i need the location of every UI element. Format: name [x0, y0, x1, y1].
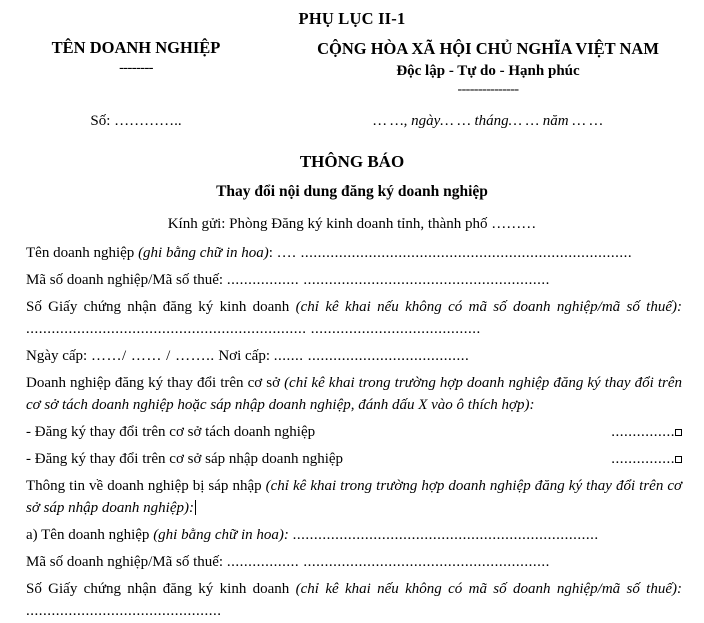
basis-option-merge[interactable] [26, 448, 682, 470]
document-header [0, 39, 704, 99]
basis-option-split-label: - Đăng ký thay đổi trên cơ sở tách doanh nghiệp [26, 424, 316, 441]
document-number: Số: ………….. [90, 112, 182, 129]
document-number-row [0, 113, 704, 130]
document-date-line: … …, ngày… … tháng… … năm … … [373, 112, 603, 129]
merged-field-tax-code-label: Mã số doanh nghiệp/Mã số thuế: [26, 554, 224, 571]
national-motto-divider: --------------- [457, 82, 519, 98]
field-business-certificate-leader[interactable]: .................................................................. ........................................ [26, 320, 481, 337]
field-business-certificate [26, 296, 682, 340]
basis-option-merge-leader: ............... [611, 451, 675, 468]
document-body [0, 242, 704, 623]
field-business-certificate-note: (chỉ kê khai nếu không có mã số doanh nghiệp/mã số thuế) [295, 298, 677, 315]
field-issue-place-leader[interactable]: ....... ...................................... [273, 348, 470, 365]
header-right-column [272, 39, 704, 99]
field-tax-code [26, 269, 682, 291]
merged-field-business-certificate-label: Số Giấy chứng nhận đăng ký kinh doanh [26, 581, 290, 598]
document-subtitle: Thay đổi nội dung đăng ký doanh nghiệp [216, 183, 488, 201]
merged-field-business-certificate [26, 578, 682, 622]
annex-title: PHỤ LỤC II-1 [298, 9, 406, 28]
organization-name-divider: -------- [119, 59, 153, 76]
basis-option-merge-label: - Đăng ký thay đổi trên cơ sở sáp nhập doanh nghiệp [26, 451, 344, 468]
merged-company-intro-label: Thông tin về doanh nghiệp bị sáp nhập [26, 478, 262, 495]
organization-name: TÊN DOANH NGHIỆP [51, 37, 221, 57]
field-issue-date-label: Ngày cấp: [26, 348, 88, 365]
merged-field-enterprise-name-label: a) Tên doanh nghiệp [26, 527, 150, 544]
national-heading: CỘNG HÒA XÃ HỘI CHỦ NGHĨA VIỆT NAM [317, 38, 659, 58]
merged-field-enterprise-name-note: (ghi bằng chữ in hoa): [153, 527, 289, 544]
merged-field-enterprise-name [26, 524, 682, 546]
merged-field-business-certificate-note: (chỉ kê khai nếu không có mã số doanh nghiệp/mã số thuế) [295, 581, 677, 598]
text-cursor [195, 500, 196, 515]
merged-field-business-certificate-leader[interactable]: .............................................. [26, 603, 222, 620]
field-business-certificate-colon: : [677, 298, 682, 315]
field-business-certificate-label: Số Giấy chứng nhận đăng ký kinh doanh [26, 298, 290, 315]
document-recipient: Kính gửi: Phòng Đăng ký kinh doanh tỉnh, thành phố ……… [167, 215, 537, 232]
field-enterprise-name-colon: : [268, 244, 273, 261]
field-tax-code-label: Mã số doanh nghiệp/Mã số thuế: [26, 271, 224, 288]
field-issue-date-place [26, 345, 682, 367]
field-enterprise-name-leader[interactable]: …. .............................................................................. [276, 244, 633, 261]
merged-company-intro [26, 475, 682, 519]
field-enterprise-name-label: Tên doanh nghiệp [26, 244, 135, 261]
merged-field-business-certificate-colon: : [677, 581, 682, 598]
document-title: THÔNG BÁO [299, 151, 405, 171]
basis-intro-note: (chỉ kê khai trong trường hợp doanh nghiệp đăng ký thay đổi trên cơ sở tách doanh nghiệp hoặc sáp nhập doanh nghiệp, đánh dấu X vào ô thích hợp): [26, 375, 683, 414]
merged-company-intro-note: (chỉ kê khai trong trường hợp doanh nghiệp đăng ký thay đổi trên cơ sở sáp nhập doanh nghiệp): [26, 478, 683, 517]
header-left-column [0, 39, 272, 77]
basis-option-split-checkbox[interactable] [675, 429, 682, 436]
field-issue-place-label: Nơi cấp: [218, 348, 270, 365]
basis-intro-label: Doanh nghiệp đăng ký thay đổi trên cơ sở [26, 375, 281, 392]
national-motto: Độc lập - Tự do - Hạnh phúc [396, 62, 580, 79]
basis-intro [26, 372, 682, 416]
basis-option-merge-checkbox[interactable] [675, 456, 682, 463]
basis-option-split-leader: ............... [611, 424, 675, 441]
field-enterprise-name [26, 242, 682, 264]
merged-field-enterprise-name-leader[interactable]: ........................................................................ [292, 527, 599, 544]
field-enterprise-name-note: (ghi bằng chữ in hoa) [138, 244, 269, 261]
merged-field-tax-code-leader[interactable]: ................. .......................................................... [226, 554, 550, 571]
field-tax-code-leader[interactable]: ................. .......................................................... [226, 271, 550, 288]
field-issue-date-value[interactable]: ……/ …… / …….. [90, 348, 215, 365]
basis-option-split[interactable] [26, 421, 682, 443]
merged-field-tax-code [26, 551, 682, 573]
